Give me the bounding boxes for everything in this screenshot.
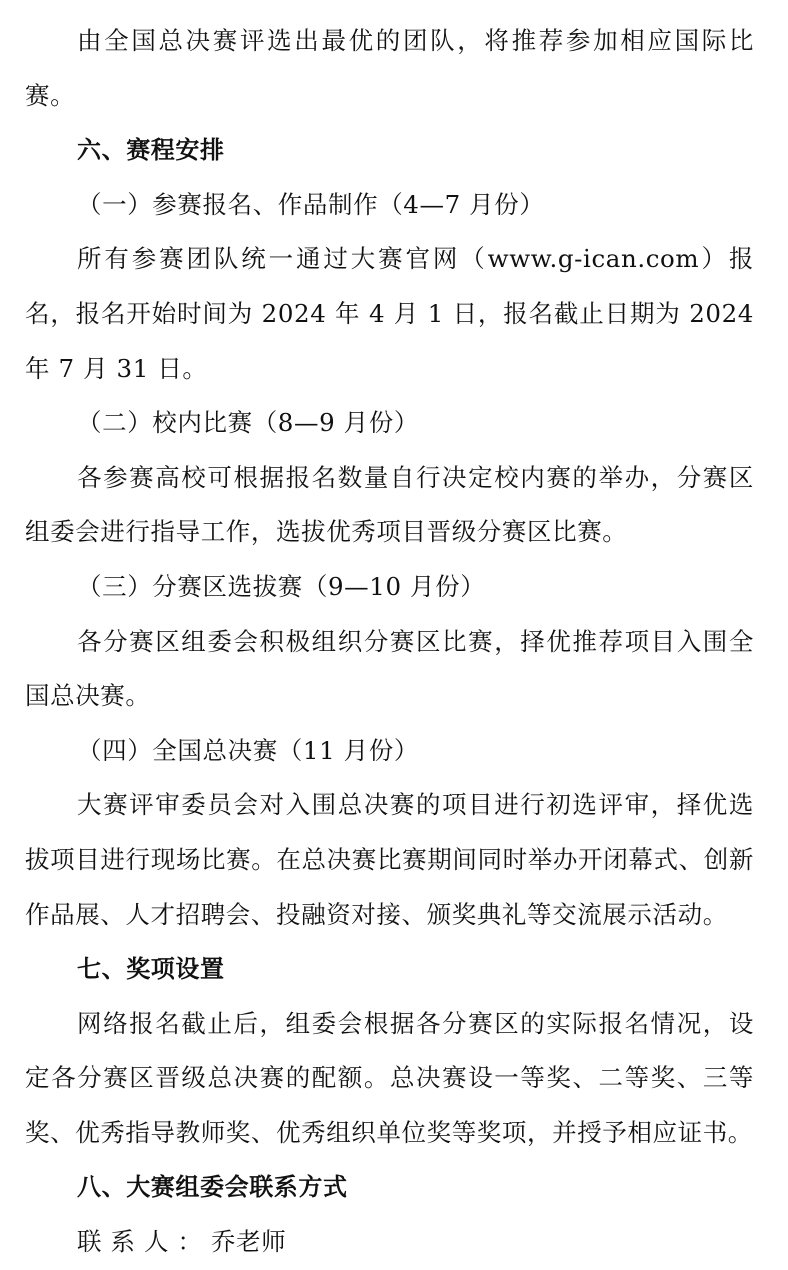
section-8-heading: 八、大赛组委会联系方式 xyxy=(77,1173,348,1202)
subsection-6-3-title: （三）分赛区选拔赛（9—10 月份） xyxy=(77,571,486,601)
subsection-6-2-title: （二）校内比赛（8—9 月份） xyxy=(77,408,419,438)
section-7-paragraph: 网络报名截止后，组委会根据各分赛区的实际报名情况，设定各分赛区晋级总决赛的配额。总决赛设一等奖、二等奖、三等奖、优秀指导教师奖、优秀组织单位奖等奖项，并授予相应证书。 xyxy=(25,1008,754,1147)
subsection-6-2-paragraph: 各参赛高校可根据报名数量自行决定校内赛的举办，分赛区组委会进行指导工作，选拔优秀项目晋级分赛区比赛。 xyxy=(25,462,754,547)
subsection-6-1-paragraph: 所有参赛团队统一通过大赛官网（www.g-ican.com）报名，报名开始时间为 2024 年 4 月 1 日，报名截止日期为 2024 年 7 月 31 日。 xyxy=(25,244,754,383)
subsection-6-4-title: （四）全国总决赛（11 月份） xyxy=(77,735,419,765)
section-6-heading: 六、赛程安排 xyxy=(77,136,225,165)
subsection-6-3-paragraph: 各分赛区组委会积极组织分赛区比赛，择优推荐项目入围全国总决赛。 xyxy=(25,626,754,711)
contact-value: 乔老师 xyxy=(211,1227,287,1257)
contact-label: 联系人： xyxy=(77,1227,211,1257)
subsection-6-1-title: （一）参赛报名、作品制作（4—7 月份） xyxy=(77,189,545,219)
contact-line xyxy=(25,1215,754,1270)
section-7-heading: 七、奖项设置 xyxy=(77,955,225,984)
intro-paragraph: 由全国总决赛评选出最优的团队，将推荐参加相应国际比赛。 xyxy=(25,26,754,110)
subsection-6-4-paragraph: 大赛评审委员会对入围总决赛的项目进行初选评审，择优选拔项目进行现场比赛。在总决赛比赛期间同时举办开闭幕式、创新作品展、人才招聘会、投融资对接、颁奖典礼等交流展示活动。 xyxy=(25,790,754,929)
